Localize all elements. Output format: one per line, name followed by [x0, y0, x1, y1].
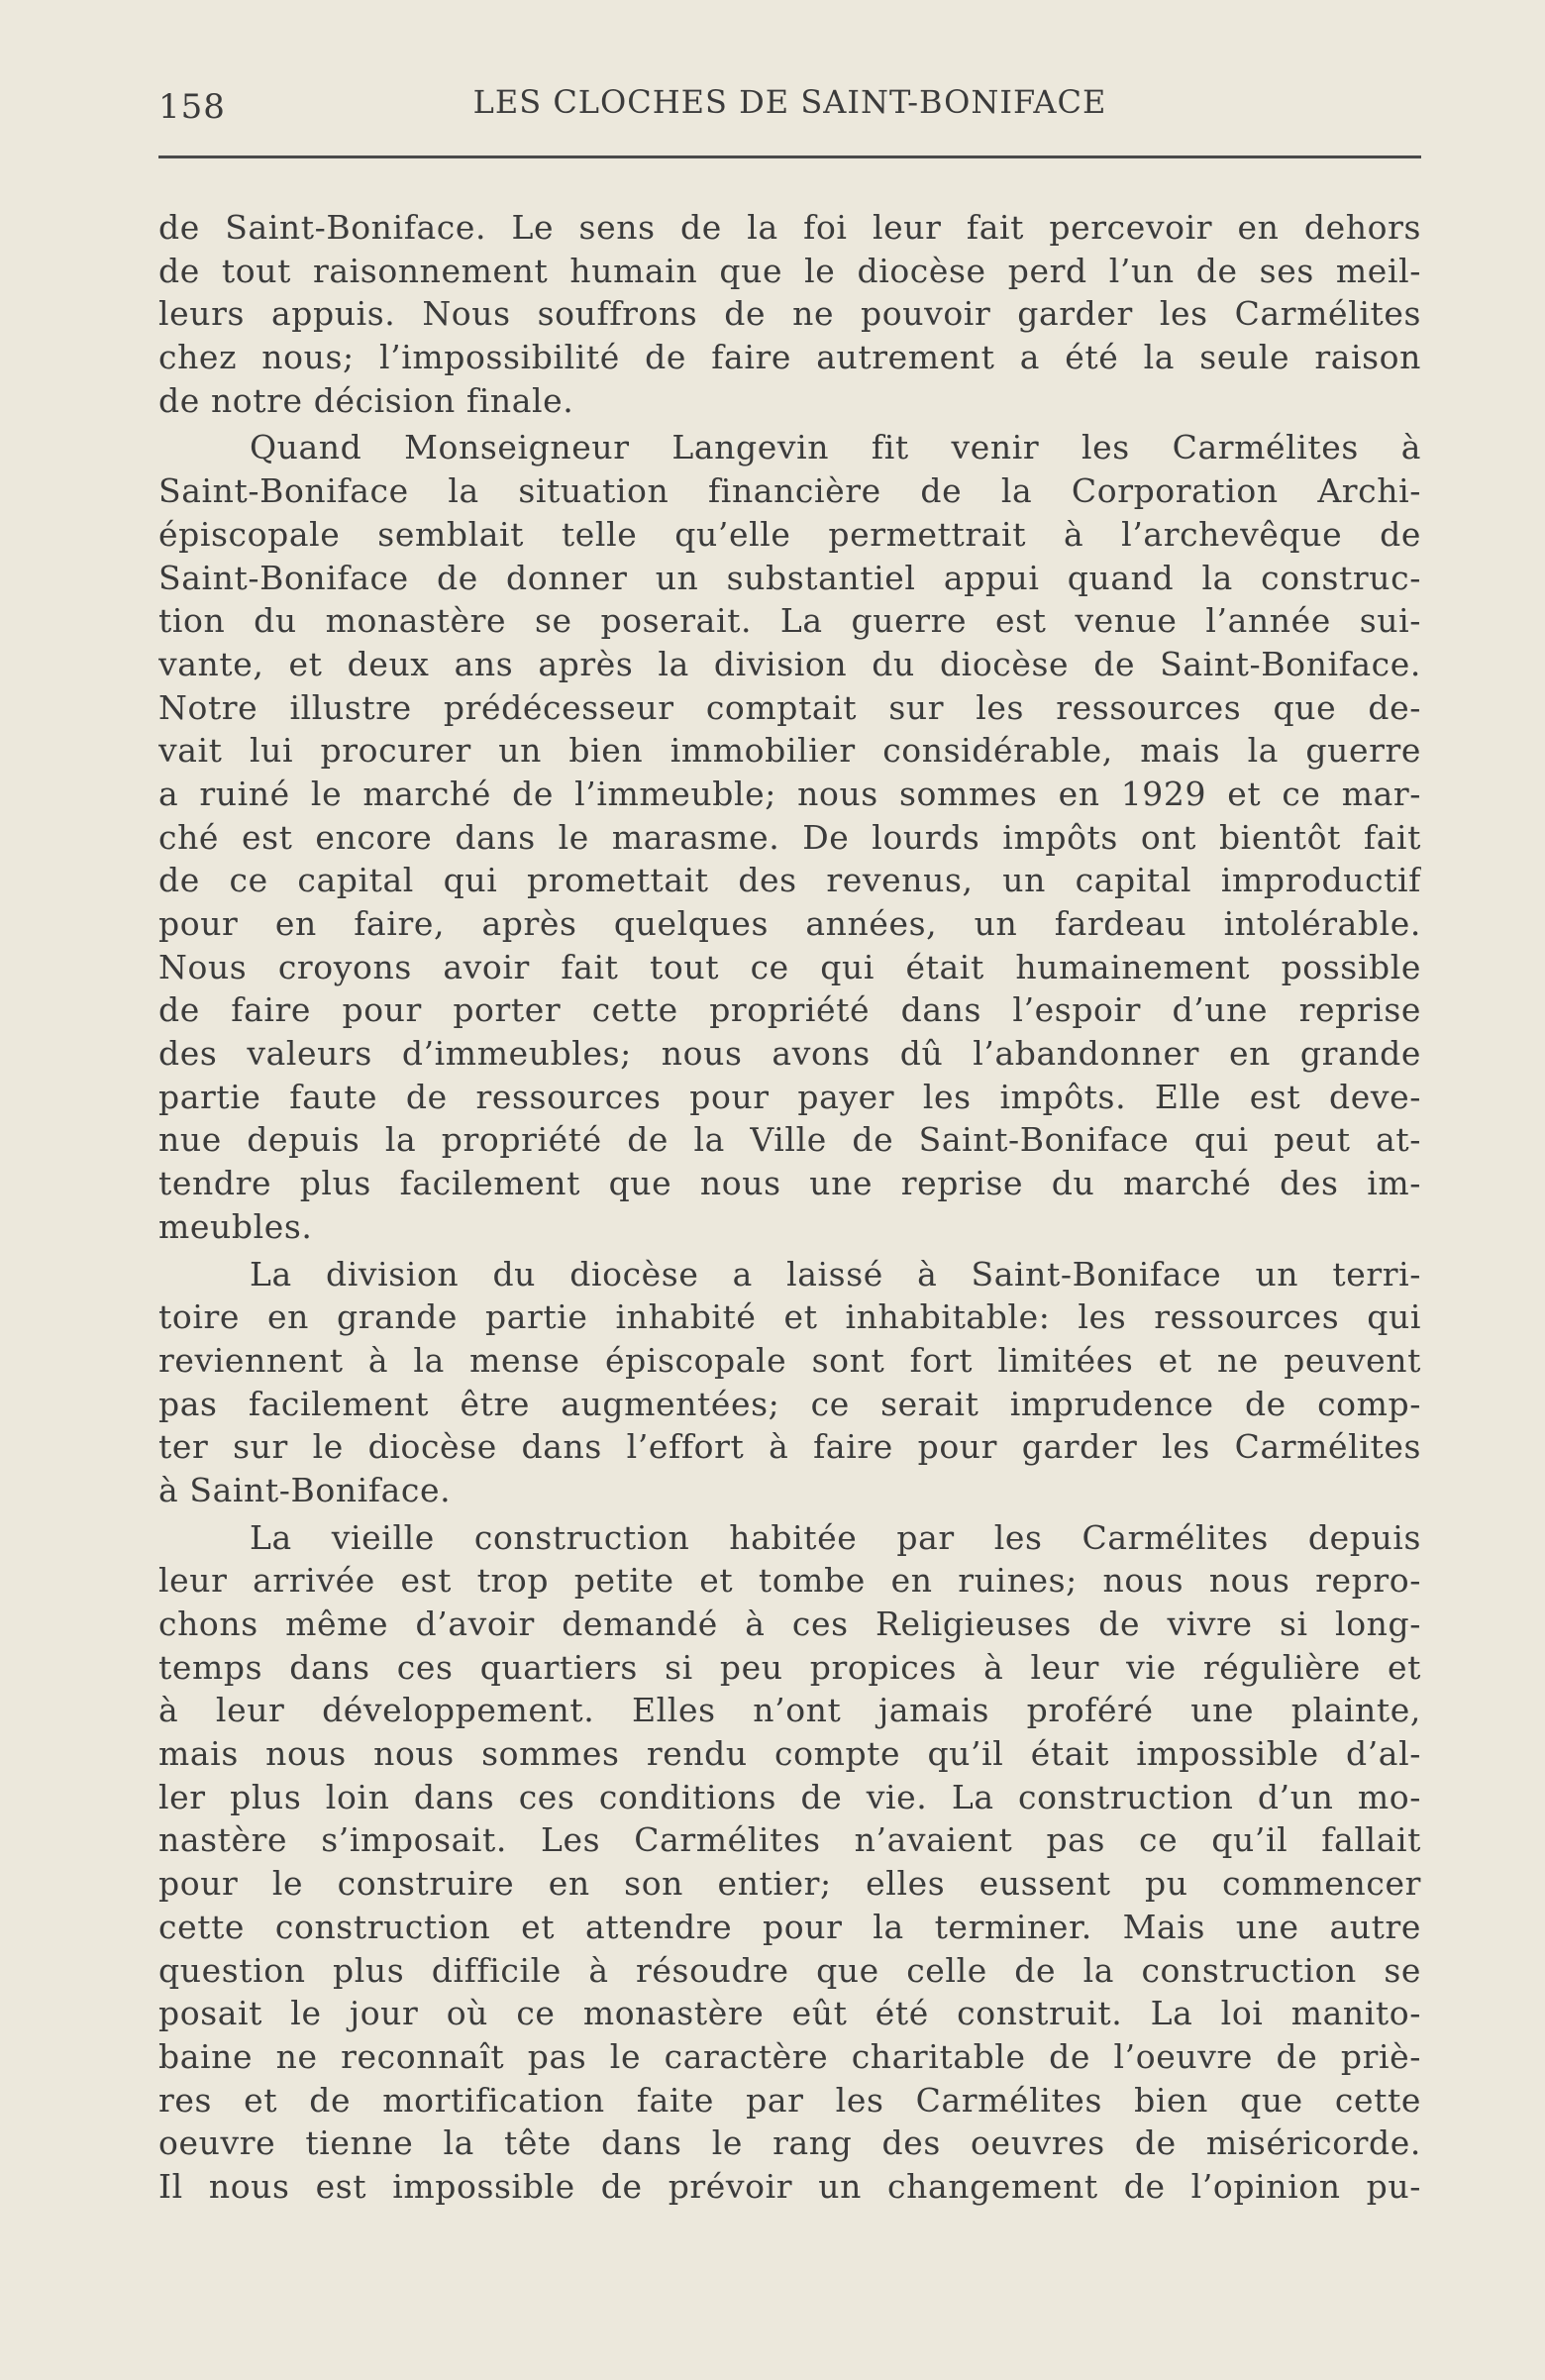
text-line: ter sur le diocèse dans l’effort à faire pour garder les Carmélites: [158, 1427, 1421, 1467]
text-line: pour en faire, après quelques années, un fardeau intolérable.: [158, 904, 1421, 943]
text-line: Nous croyons avoir fait tout ce qui était humainement possible: [158, 947, 1421, 986]
text-line: des valeurs d’immeubles; nous avons dû l’abandonner en grande: [158, 1034, 1421, 1074]
text-line: pas facilement être augmentées; ce serait imprudence de comp-: [158, 1384, 1421, 1423]
text-line: épiscopale semblait telle qu’elle permettrait à l’archevêque de: [158, 514, 1421, 554]
text-line: res et de mortification faite par les Carmélites bien que cette: [158, 2080, 1421, 2120]
paragraph: [158, 426, 1421, 1248]
text-line: à leur développement. Elles n’ont jamais proféré une plainte,: [158, 1691, 1421, 1730]
text-line: chons même d’avoir demandé à ces Religieuses de vivre si long-: [158, 1604, 1421, 1643]
text-line: Notre illustre prédécesseur comptait sur les ressources que de-: [158, 687, 1421, 727]
text-line: pour le construire en son entier; elles eussent pu commencer: [158, 1864, 1421, 1904]
text-line: ler plus loin dans ces conditions de vie. La construction d’un mo-: [158, 1777, 1421, 1816]
text-line: oeuvre tienne la tête dans le rang des oeuvres de miséricorde.: [158, 2123, 1421, 2163]
text-line: a ruiné le marché de l’immeuble; nous sommes en 1929 et ce mar-: [158, 774, 1421, 813]
text-line: de ce capital qui promettait des revenus, un capital improductif: [158, 861, 1421, 900]
header-rule: [158, 155, 1421, 158]
text-line: tendre plus facilement que nous une reprise du marché des im-: [158, 1164, 1421, 1203]
text-line: meubles.: [158, 1206, 313, 1246]
text-line: toire en grande partie inhabité et inhabitable: les ressources qui: [158, 1297, 1421, 1337]
text-line: partie faute de ressources pour payer les impôts. Elle est deve-: [158, 1077, 1421, 1116]
text-line: leurs appuis. Nous souffrons de ne pouvoir garder les Carmélites: [158, 294, 1421, 334]
paragraph: [158, 1253, 1421, 1512]
text-line: de tout raisonnement humain que le diocèse perd l’un de ses meil-: [158, 251, 1421, 290]
paragraph: [158, 1516, 1421, 2209]
text-line: Saint-Boniface de donner un substantiel appui quand la construc-: [158, 558, 1421, 597]
text-line: cette construction et attendre pour la terminer. Mais une autre: [158, 1907, 1421, 1946]
text-line: à Saint-Boniface.: [158, 1470, 452, 1509]
text-line: leur arrivée est trop petite et tombe en ruines; nous nous repro-: [158, 1561, 1421, 1601]
body-text: [158, 206, 1421, 2209]
text-line: de faire pour porter cette propriété dans l’espoir d’une reprise: [158, 990, 1421, 1030]
text-line: La division du diocèse a laissé à Saint-Boniface un terri-: [250, 1254, 1421, 1293]
text-line: chez nous; l’impossibilité de faire autrement a été la seule raison: [158, 338, 1421, 377]
text-line: Quand Monseigneur Langevin fit venir les Carmélites à: [250, 428, 1421, 467]
text-line: tion du monastère se poserait. La guerre est venue l’année sui-: [158, 601, 1421, 641]
text-line: posait le jour où ce monastère eût été construit. La loi manito-: [158, 1994, 1421, 2033]
text-line: temps dans ces quartiers si peu propices à leur vie régulière et: [158, 1647, 1421, 1687]
text-line: nastère s’imposait. Les Carmélites n’avaient pas ce qu’il fallait: [158, 1820, 1421, 1860]
paragraph: [158, 206, 1421, 422]
text-line: nue depuis la propriété de la Ville de Saint-Boniface qui peut at-: [158, 1120, 1421, 1160]
text-line: de notre décision finale.: [158, 380, 574, 420]
text-line: ché est encore dans le marasme. De lourds impôts ont bientôt fait: [158, 817, 1421, 857]
text-line: vait lui procurer un bien immobilier considérable, mais la guerre: [158, 731, 1421, 771]
page-number: 158: [158, 87, 226, 127]
text-line: Il nous est impossible de prévoir un changement de l’opinion pu-: [158, 2166, 1421, 2206]
text-line: mais nous nous sommes rendu compte qu’il était impossible d’al-: [158, 1734, 1421, 1774]
running-head: [158, 79, 1421, 129]
text-line: La vieille construction habitée par les Carmélites depuis: [250, 1517, 1421, 1557]
text-line: de Saint-Boniface. Le sens de la foi leur fait percevoir en dehors: [158, 208, 1421, 247]
text-line: vante, et deux ans après la division du diocèse de Saint-Boniface.: [158, 644, 1421, 683]
text-line: Saint-Boniface la situation financière de la Corporation Archi-: [158, 471, 1421, 511]
running-title: LES CLOCHES DE SAINT-BONIFACE: [472, 83, 1107, 121]
text-line: baine ne reconnaît pas le caractère charitable de l’oeuvre de priè-: [158, 2036, 1421, 2076]
text-line: question plus difficile à résoudre que celle de la construction se: [158, 1950, 1421, 1990]
text-line: reviennent à la mense épiscopale sont fort limitées et ne peuvent: [158, 1340, 1421, 1380]
